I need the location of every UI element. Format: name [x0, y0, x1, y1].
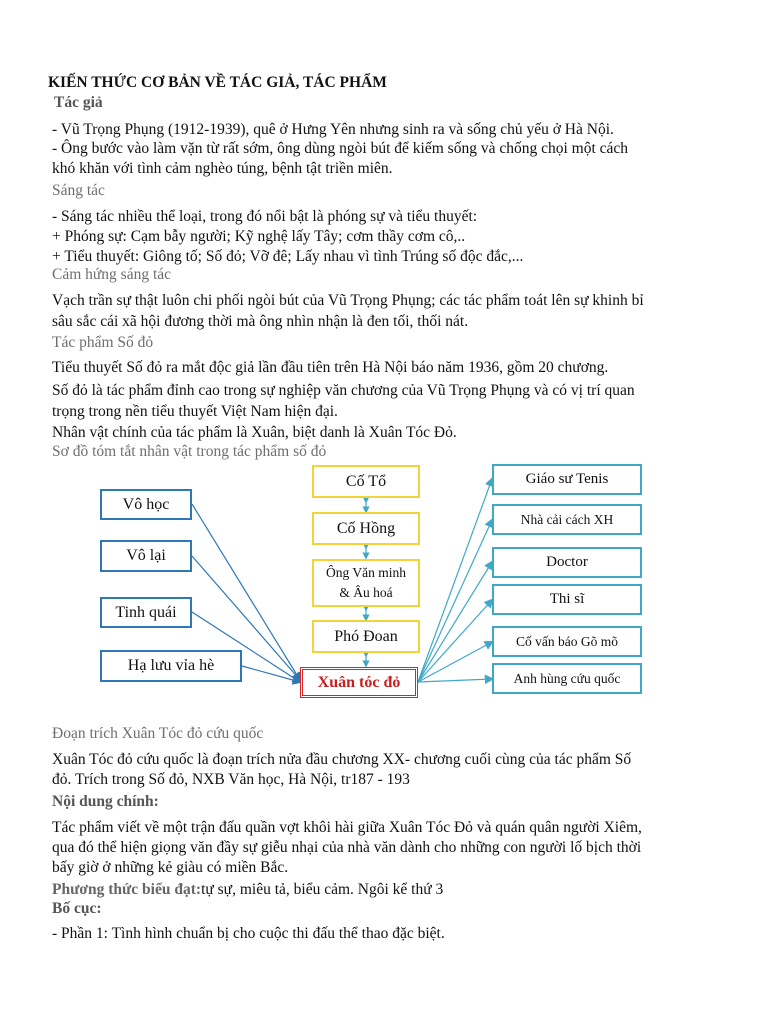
- works-line-3: + Tiểu thuyết: Giông tố; Số đỏ; Vỡ đê; Lấy nhau vì tình Trúng số độc đắc,...: [52, 248, 524, 265]
- content-line-1: Tác phẩm viết về một trận đấu quần vợt khôi hài giữa Xuân Tóc Đỏ và quán quân người Xiêm,: [52, 819, 642, 836]
- content-heading: Nội dung chính:: [52, 793, 159, 810]
- author-heading: Tác giả: [54, 94, 103, 111]
- excerpt-line-2: đỏ. Trích trong Số đỏ, NXB Văn học, Hà Nội, tr187 - 193: [52, 771, 410, 788]
- title-box-anh-hung: Anh hùng cứu quốc: [492, 663, 642, 694]
- inspiration-line-1: Vạch trần sự thật luôn chi phối ngòi bút của Vũ Trọng Phụng; các tác phẩm toát lên sự khinh bỉ: [52, 292, 644, 309]
- expression-value: tự sự, miêu tả, biểu cảm. Ngôi kể thứ 3: [201, 881, 444, 898]
- title-box-co-hong: Cố Hồng: [312, 512, 420, 545]
- title-box-co-to: Cố Tổ: [312, 465, 420, 498]
- trait-box-vo-hoc: Vô học: [100, 489, 192, 520]
- title-box-co-van-bao: Cố vấn báo Gõ mõ: [492, 626, 642, 657]
- structure-line-1: - Phần 1: Tình hình chuẩn bị cho cuộc thi đấu thể thao đặc biệt.: [52, 925, 445, 942]
- novel-line-1: Tiểu thuyết Số đỏ ra mắt độc giả lần đầu tiên trên Hà Nội báo năm 1936, gồm 20 chương.: [52, 359, 609, 376]
- author-line-1: - Vũ Trọng Phụng (1912-1939), quê ở Hưng Yên nhưng sinh ra và sống chủ yếu ở Hà Nội.: [52, 121, 614, 138]
- works-heading: Sáng tác: [52, 182, 105, 199]
- title-box-pho-doan: Phó Đoan: [312, 620, 420, 653]
- works-line-1: - Sáng tác nhiều thể loại, trong đó nổi bật là phóng sự và tiểu thuyết:: [52, 208, 478, 225]
- main-character-box: Xuân tóc đỏ: [300, 667, 418, 698]
- content-line-2: qua đó thể hiện giọng văn đầy sự giễu nhại của nhà văn dành cho những con người lố bịch thời: [52, 839, 642, 856]
- connector-nha-cai-cach: [418, 520, 492, 682]
- novel-line-4: Nhân vật chính của tác phẩm là Xuân, biệt danh là Xuân Tóc Đỏ.: [52, 424, 457, 441]
- character-diagram: [96, 462, 666, 712]
- novel-heading: Tác phẩm Số đỏ: [52, 334, 154, 351]
- inspiration-heading: Cảm hứng sáng tác: [52, 266, 172, 283]
- expression-label: Phương thức biểu đạt:: [52, 881, 202, 898]
- structure-heading: Bố cục:: [52, 900, 102, 917]
- connector-ha-luu: [242, 666, 300, 682]
- expression-line: [52, 879, 443, 900]
- title-box-ong-van-minh: Ông Văn minh & Âu hoá: [312, 559, 420, 607]
- novel-line-2: Số đỏ là tác phẩm đỉnh cao trong sự nghiệp văn chương của Vũ Trọng Phụng và có vị trí quan: [52, 382, 635, 399]
- novel-line-3: trọng trong nền tiểu thuyết Việt Nam hiện đại.: [52, 403, 338, 420]
- trait-box-vo-lai: Vô lại: [100, 540, 192, 572]
- diagram-heading: Sơ đồ tóm tắt nhân vật trong tác phẩm số đỏ: [52, 443, 327, 460]
- title-box-doctor: Doctor: [492, 547, 642, 578]
- title-box-giao-su-tenis: Giáo sư Tenis: [492, 464, 642, 495]
- connector-co-van: [418, 642, 492, 682]
- author-line-2: - Ông bước vào làm vặn từ rất sớm, ông dùng ngòi bút để kiếm sống và chống chọi một cách: [52, 140, 629, 157]
- title-box-thi-si: Thi sĩ: [492, 584, 642, 615]
- connector-thi-si: [418, 600, 492, 682]
- author-line-3: khó khăn với tình cảm nghèo túng, bệnh tật triền miên.: [52, 160, 393, 177]
- excerpt-heading: Đoạn trích Xuân Tóc đỏ cứu quốc: [52, 725, 264, 742]
- title-box-nha-cai-cach: Nhà cải cách XH: [492, 504, 642, 535]
- content-line-3: bấy giờ ở những kẻ giàu có miền Bắc.: [52, 859, 289, 876]
- document-title: KIẾN THỨC CƠ BẢN VỀ TÁC GIẢ, TÁC PHẨM: [48, 74, 387, 91]
- connector-anh-hung: [418, 679, 492, 682]
- trait-box-tinh-quai: Tinh quái: [100, 597, 192, 628]
- excerpt-line-1: Xuân Tóc đỏ cứu quốc là đoạn trích nửa đầu chương XX- chương cuối cùng của tác phẩm Số: [52, 751, 632, 768]
- inspiration-line-2: sâu sắc cái xã hội đương thời mà ông nhìn nhận là đen tối, thối nát.: [52, 313, 469, 330]
- works-line-2: + Phóng sự: Cạm bẫy người; Kỹ nghệ lấy Tây; cơm thầy cơm cô,..: [52, 228, 466, 245]
- trait-box-ha-luu-via-he: Hạ lưu vỉa hè: [100, 650, 242, 682]
